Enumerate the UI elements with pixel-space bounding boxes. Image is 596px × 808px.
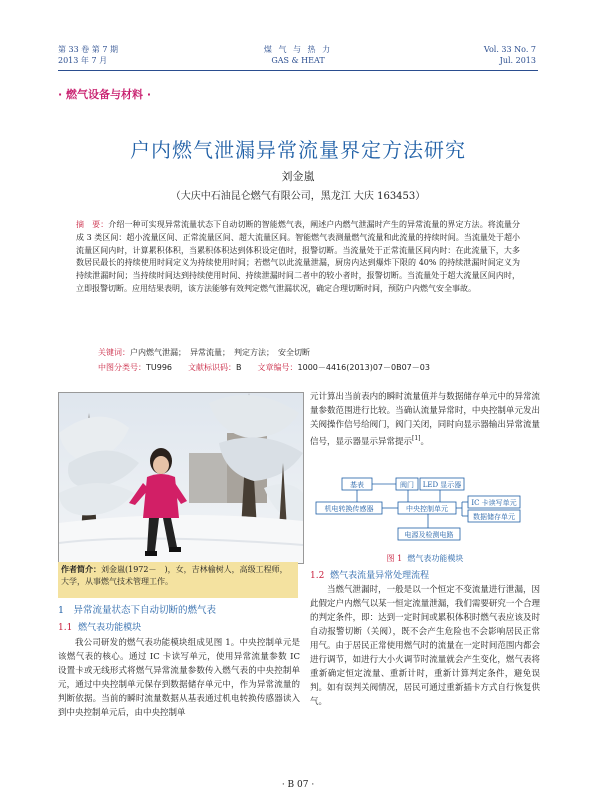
- volume-en: Vol. 33 No. 7: [483, 45, 536, 54]
- doc-code-label: 文献标识码：: [188, 363, 237, 372]
- abstract-label: 摘 要：: [76, 220, 109, 229]
- author-photo: [58, 392, 304, 564]
- article-number-value: 1000－4416(2013)07－0B07－03: [297, 363, 430, 372]
- right-text-top-end: 。: [420, 436, 430, 447]
- header-divider: [58, 70, 538, 71]
- section-1-1-text: 我公司研发的燃气表功能模块组成见图 1。中央控制单元是该燃气表的核心。通过 IC 卡读写单元，使用异常流量参数 IC 设置卡或无线形式将燃气异常流量参数传入燃气表的中央控制单元，通过中央控制单元保存到数据储存单元中，作为异常流量的判断依据。当前的瞬时流量数据从基表通过机电转换传感器读入到中央控制单元后，由中央控制单: [58, 638, 300, 718]
- section-1-1-heading: [58, 620, 300, 633]
- issue-date: 2013 年 7 月: [58, 56, 108, 65]
- left-column: [58, 602, 300, 720]
- volume-issue: 第 33 卷 第 7 期: [58, 45, 118, 54]
- date-en: Jul. 2013: [499, 56, 536, 65]
- classification-line: [98, 362, 430, 373]
- paper-title: 户内燃气泄漏异常流量界定方法研究: [130, 138, 466, 162]
- abstract: [76, 219, 520, 296]
- label-valve: 阀门: [400, 481, 414, 489]
- figure-1-caption: [310, 553, 540, 564]
- section-1-2-text: 当燃气泄漏时，一般是以一个恒定不变流量进行泄漏，因此假定户内燃气以某一恒定流量泄漏，我们需要研究一个合理的判定条件，即：达到一定时间或累积体积时燃气表应该及时自动报警切断（关阀），既不会产生危险也不会影响居民正常用气。由于居民正常使用燃气时的流量在一定时间范围内都会进行调节，如进行大小火调节时流量就会产生变化，燃气表将重新确定恒定流量、重新计时，重新计算判定条件，避免误判。如有误判关阀情况，居民可通过重新插卡方式自行恢复供气。: [310, 585, 540, 707]
- section-1-1-title: 燃气表功能模块: [78, 623, 142, 633]
- figure-1-title: 燃气表功能模块: [407, 554, 464, 563]
- figure-1-number: 图 1: [386, 554, 403, 563]
- label-electromech: 机电转换传感器: [324, 505, 374, 513]
- label-ic-card: IC 卡读写单元: [471, 499, 517, 507]
- keywords-label: 关键词：: [98, 348, 130, 357]
- label-power: 电源及检测电路: [404, 531, 454, 539]
- abstract-text: 介绍一种可实现异常流量状态下自动切断的智能燃气表，阐述户内燃气泄漏时产生的异常流量的界定方法。将流量分成 3 类区间：超小流量区间、正常流量区间、超大流量区间。智能燃气表测量燃气流量和此流量的持续时间。当流量处于超小流量区间内时，计算累积体积，当累积体积达到体积设定值时，报警切断。当流量处于正常流量区间内时：在此流量下，大多数居民最长的持续使用时间定义为持续使用时间；若燃气以此流量泄漏，厨房内达到爆炸下限的 40% 的持续泄漏时间定义为持续泄漏时间；当持续时间达到持续使用时间、持续泄漏时间二者中的较小者时，报警切断。当流量处于超大流量区间内时，立即报警切断。应用结果表明，该方法能够有效判定燃气泄漏状况，确定合理切断时间，预防户内燃气安全事故。: [76, 220, 520, 293]
- right-text-top: 元计算出当前表内的瞬时流量值并与数据储存单元中的异常流量参数范围进行比较。当确认流量异常时，中央控制单元发出关阀操作信号给阀门，阀门关闭，同时向显示器输出异常流量信号，显示器显示异常提示: [310, 392, 540, 447]
- author-bio-text: 刘金嵐(1972－ )，女，吉林榆树人，高级工程师，大学，从事燃气技术管理工作。: [61, 565, 288, 586]
- figure-1-diagram: [312, 472, 540, 544]
- author-name: 刘金嵐: [281, 170, 315, 183]
- affiliation: （大庆中石油昆仑燃气有限公司，黑龙江 大庆 163453）: [170, 191, 426, 202]
- section-1-2-title: 燃气表流量异常处理流程: [330, 571, 430, 581]
- section-1-2-heading: [310, 568, 540, 581]
- label-storage: 数据储存单元: [473, 513, 515, 521]
- keywords-text: 户内燃气泄漏； 异常流量； 判定方法； 安全切断: [130, 348, 310, 357]
- clc-value: TU996: [146, 363, 173, 372]
- journal-volume-en: [484, 44, 536, 66]
- section-1-heading: 1 异常流量状态下自动切断的燃气表: [58, 605, 217, 616]
- author-bio-label: 作者简介：: [61, 565, 101, 574]
- citation-1: [1]: [412, 435, 421, 442]
- keywords: [98, 347, 310, 358]
- doc-code-value: B: [236, 363, 242, 372]
- function-module-diagram: [312, 472, 540, 544]
- section-tag: · 燃气设备与材料 ·: [58, 88, 152, 101]
- author-bio: [58, 562, 298, 598]
- author-photo-image: [59, 393, 303, 563]
- section-1-2-number: 1.2: [310, 571, 325, 581]
- section-1-1-number: 1.1: [58, 623, 73, 633]
- clc-label: 中图分类号：: [98, 363, 146, 372]
- page-number: · B 07 ·: [281, 780, 315, 790]
- right-column-text-top: [310, 390, 540, 449]
- article-number-label: 文章编号：: [257, 363, 298, 372]
- label-base-meter: 基表: [350, 481, 364, 489]
- journal-name-cn: 煤 气 与 热 力: [263, 45, 333, 54]
- right-column-section-1-2: [310, 568, 540, 709]
- label-led: LED 显示器: [422, 481, 462, 489]
- journal-name-en: GAS & HEAT: [271, 56, 325, 65]
- label-central: 中央控制单元: [406, 505, 448, 513]
